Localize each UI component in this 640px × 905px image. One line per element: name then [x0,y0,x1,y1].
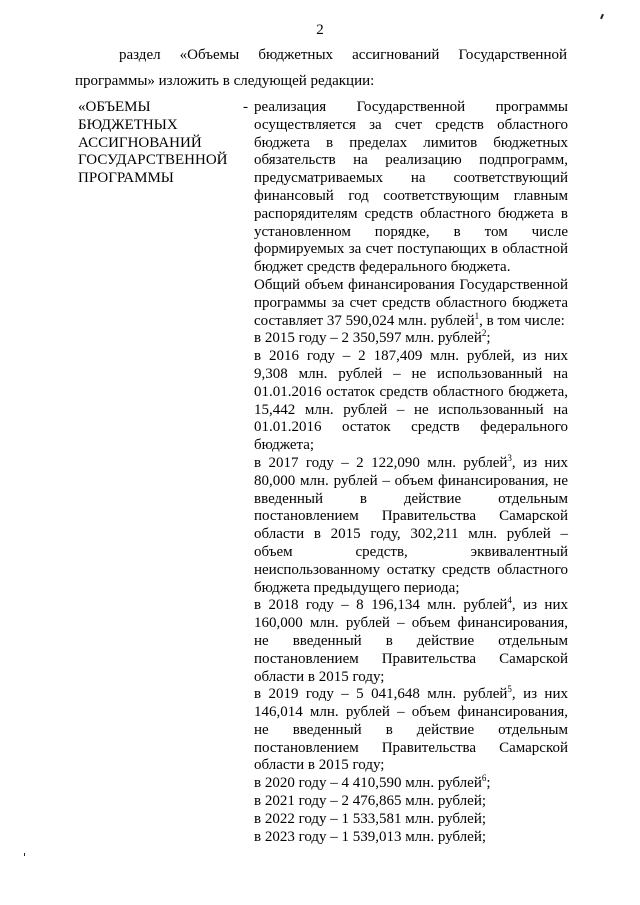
scan-mark [24,853,25,856]
intro-line-1: раздел «Объемы бюджетных ассигнований Государственной [119,47,567,63]
page-number: 2 [316,22,324,38]
year-2017-text: в 2017 году – 2 122,090 млн. рублей [254,454,508,471]
section-body [254,99,568,846]
paragraph-total-funding [254,277,568,330]
year-2015-text: в 2015 году – 2 350,597 млн. рублей [254,330,482,347]
paragraph-year-2016: в 2016 году – 2 187,409 млн. рублей, из них 9,308 млн. рублей – не использованный на 01.01.2016 остаток средств областного бюджета, 15,442 млн. рублей – не использованный на 01.01.2016 остаток средств федерального бюджета; [254,348,568,454]
year-2020-text: в 2020 году – 4 410,590 млн. рублей [254,775,482,792]
footnote-marker: 3 [507,452,512,463]
paragraph-year-2021: в 2021 году – 2 476,865 млн. рублей; [254,793,487,810]
paragraph-year-2018 [254,597,568,686]
paragraph-year-2019 [254,686,568,775]
total-funding-text: Общий объем финансирования Государственной программы за счет средств областного бюджета составляет 37 590,024 млн. рублей [254,276,568,329]
year-2018-tail: , из них 160,000 млн. рублей – объем финансирования, не введенный в действие отдельным постановлением Правительства Самарской области в 2015 году; [254,597,568,685]
year-2018-text: в 2018 году – 8 196,134 млн. рублей [254,597,508,614]
year-2019-tail: , из них 146,014 млн. рублей – объем финансирования, не введенный в действие отдельным постановлением Правительства Самарской области в 2015 году; [254,686,568,774]
total-funding-tail: , в том числе: [479,312,565,329]
footnote-marker: 1 [474,310,480,321]
footnote-marker: 5 [507,684,512,695]
footnote-marker: 2 [481,328,487,339]
paragraph-year-2015 [254,330,568,348]
year-2019-text: в 2019 году – 5 041,648 млн. рублей [254,686,508,703]
intro-text [75,44,567,92]
footnote-marker: 6 [481,773,487,784]
year-2020-tail: ; [486,775,491,792]
year-2017-tail: , из них 80,000 млн. рублей – объем финансирования, не введенный в действие отдельным постановлением Правительства Самарской области в 2015 году, 302,211 млн. рублей – объем средств, эквивалентный неиспользованному остатку средств областного бюджета предыдущего периода; [254,454,568,596]
scan-mark [600,14,604,19]
year-2015-tail: ; [486,330,491,347]
intro-line-2: программы» изложить в следующей редакции: [75,73,375,89]
separator-dash: - [243,99,248,115]
paragraph-year-2023: в 2023 году – 1 539,013 млн. рублей; [254,828,487,845]
paragraph-year-2022: в 2022 году – 1 533,581 млн. рублей; [254,810,487,827]
section-heading: «ОБЪЕМЫ БЮДЖЕТНЫХ АССИГНОВАНИЙ ГОСУДАРСТВЕННОЙ ПРОГРАММЫ [78,99,228,187]
paragraph-year-2020 [254,775,568,793]
paragraph-implementation: реализация Государственной программы осуществляется за счет средств областного бюджета в пределах лимитов бюджетных обязательств на реализацию подпрограмм, предусматриваемых на соответствующий финансовый год соответствующим главным распорядителям средств областного бюджета в установленном порядке, в том числе формируемых за счет поступающих в областной бюджет средств федерального бюджета. [254,99,568,276]
footnote-marker: 4 [507,595,512,606]
paragraph-year-2017 [254,452,568,597]
